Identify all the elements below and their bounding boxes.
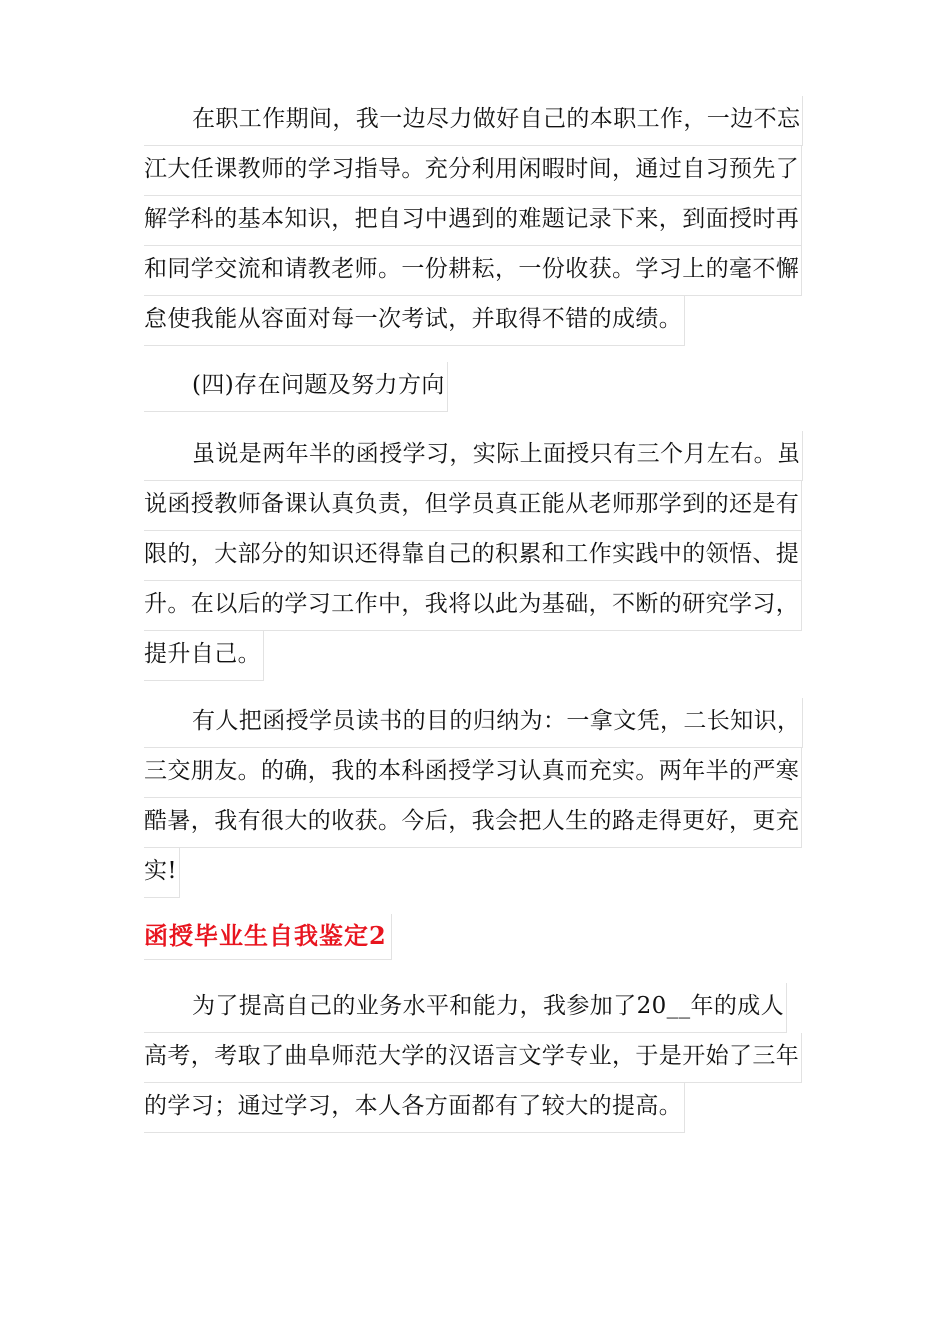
text-line: 高考，考取了曲阜师范大学的汉语言文学专业，于是开始了三年 xyxy=(144,1033,802,1083)
text-line: 的学习；通过学习，本人各方面都有了较大的提高。 xyxy=(144,1083,685,1133)
text-line: 三交朋友。的确，我的本科函授学习认真而充实。两年半的严寒 xyxy=(144,748,802,798)
text-line: 解学科的基本知识，把自习中遇到的难题记录下来，到面授时再 xyxy=(144,196,802,246)
text-line: 在职工作期间，我一边尽力做好自己的本职工作，一边不忘 xyxy=(144,96,803,146)
paragraph-correspondence-study xyxy=(144,431,803,681)
section-heading: 函授毕业生自我鉴定2 xyxy=(144,914,392,960)
text-line: 有人把函授学员读书的目的归纳为：一拿文凭，二长知识， xyxy=(144,698,803,748)
text-line: 怠使我能从容面对每一次考试，并取得不错的成绩。 xyxy=(144,296,685,346)
text-line: 升。在以后的学习工作中，我将以此为基础，不断的研究学习， xyxy=(144,581,802,631)
text-line: 虽说是两年半的函授学习，实际上面授只有三个月左右。虽 xyxy=(144,431,803,481)
paragraph-section-intro xyxy=(144,983,802,1133)
subheading-line: (四)存在问题及努力方向 xyxy=(144,362,448,412)
text-line: 提升自己。 xyxy=(144,631,264,681)
text-line: 限的，大部分的知识还得靠自己的积累和工作实践中的领悟、提 xyxy=(144,531,802,581)
paragraph-reading-purpose xyxy=(144,698,803,898)
text-line: 为了提高自己的业务水平和能力，我参加了20__年的成人 xyxy=(144,983,787,1033)
paragraph-work-period xyxy=(144,96,803,346)
paragraph-subheading-problems xyxy=(144,362,448,412)
text-line: 酷暑，我有很大的收获。今后，我会把人生的路走得更好，更充 xyxy=(144,798,802,848)
text-line: 说函授教师备课认真负责，但学员真正能从老师那学到的还是有 xyxy=(144,481,802,531)
text-line: 实! xyxy=(144,848,180,898)
text-line: 和同学交流和请教老师。一份耕耘，一份收获。学习上的毫不懈 xyxy=(144,246,802,296)
text-line: 江大任课教师的学习指导。充分利用闲暇时间，通过自习预先了 xyxy=(144,146,802,196)
